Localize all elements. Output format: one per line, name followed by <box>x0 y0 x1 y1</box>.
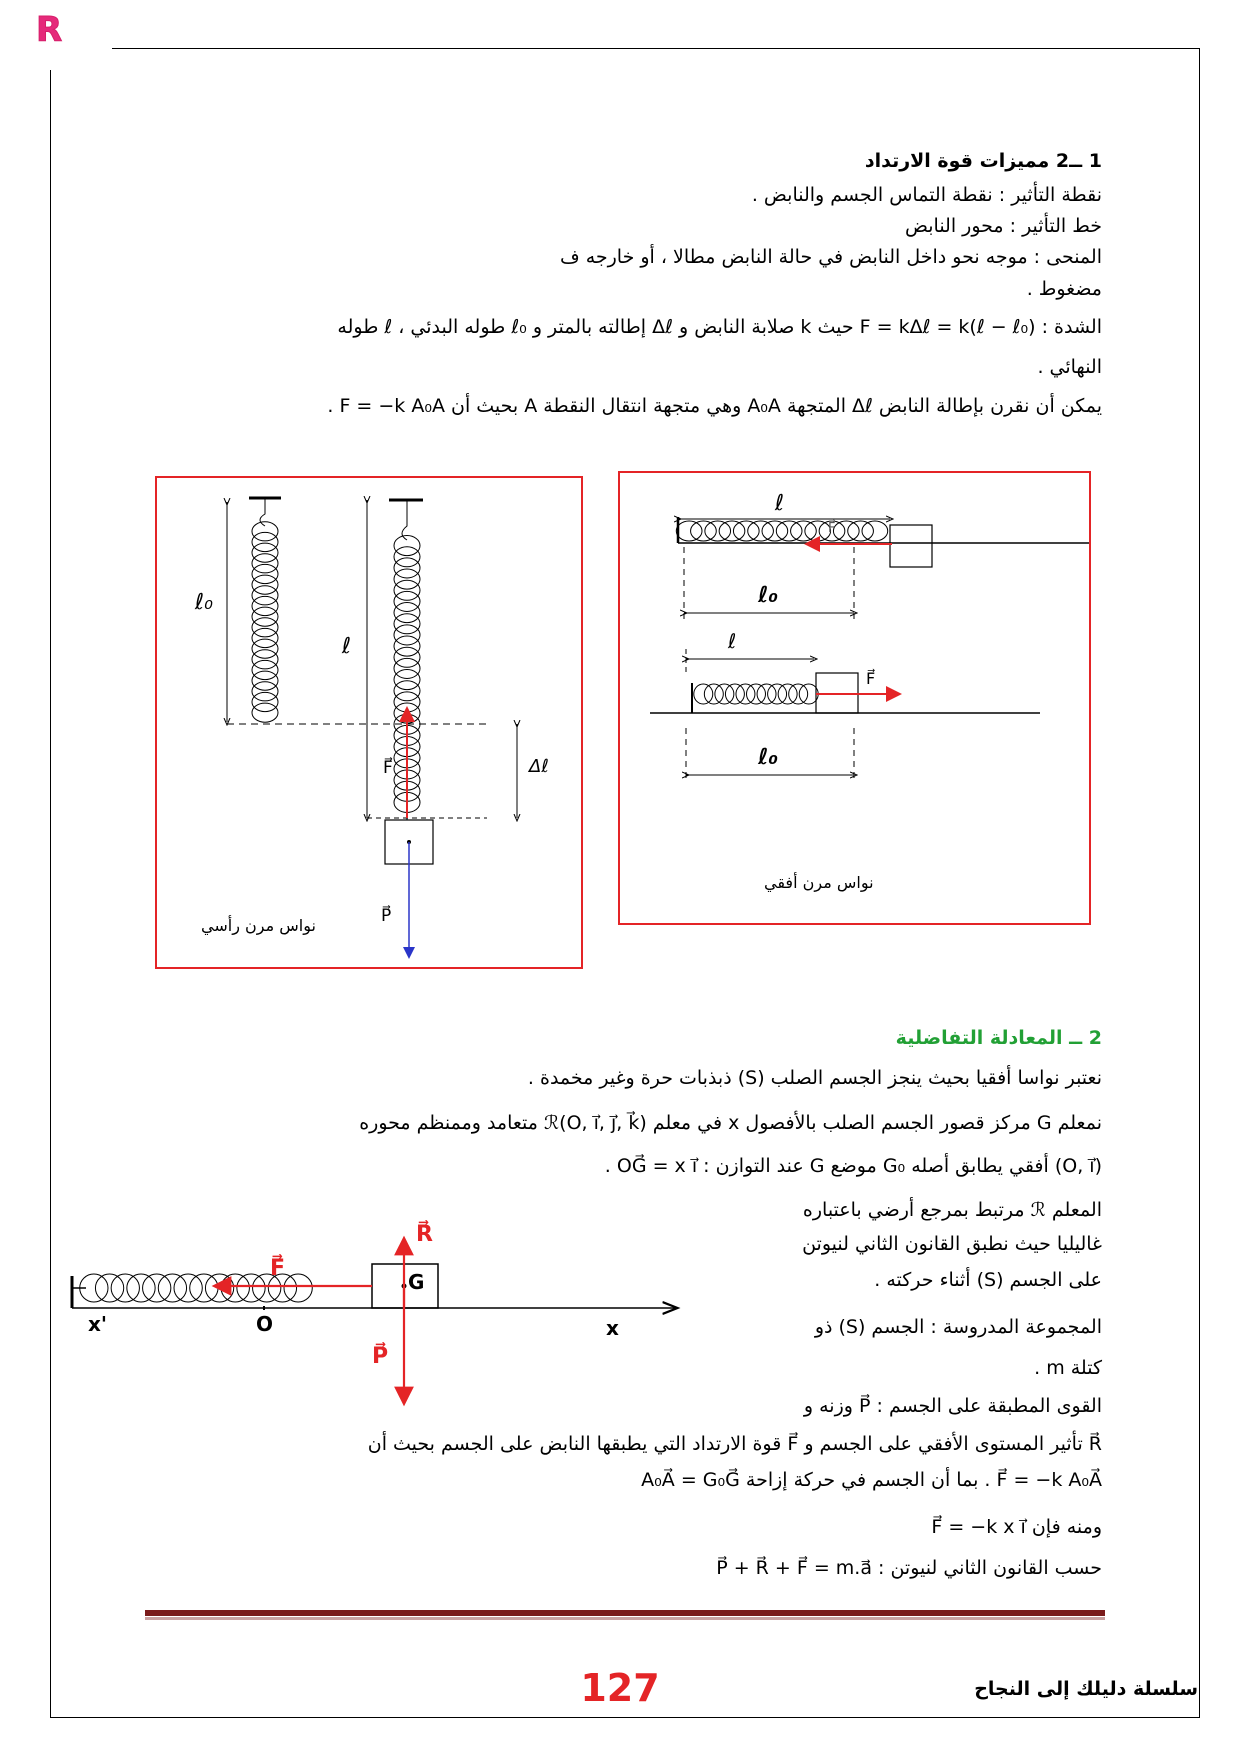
spring-coil <box>394 547 420 567</box>
spring-coil <box>747 684 766 704</box>
horizontal-pendulum-drawing <box>620 473 1089 923</box>
spring-coil <box>394 647 420 667</box>
section2-line: نعتبر نواسا أفقيا بحيث ينجز الجسم الصلب (S) ذبذبات حرة وغير مخمدة . <box>527 1067 1102 1089</box>
spring-coil <box>394 569 420 589</box>
forces-figure <box>66 1222 686 1416</box>
spring-coil <box>778 684 797 704</box>
spring-coil <box>848 521 874 541</box>
spring-coil <box>394 614 420 634</box>
spring-coil <box>715 684 734 704</box>
spring-coil <box>252 660 278 679</box>
frame-left-rule <box>50 70 51 1717</box>
spring-coil <box>252 564 278 583</box>
footer-rule-dark <box>145 1610 1105 1616</box>
label-force-f-top: F⃗ <box>828 521 836 536</box>
section2-line: R⃗ تأثير المستوى الأفقي على الجسم و F⃗ قوة الارتداد التي يطبقها النابض على الجسم بحيث أن <box>367 1433 1102 1455</box>
section2-line: على الجسم (S) أثناء حركته . <box>874 1269 1102 1291</box>
free-spring-coils <box>252 522 278 723</box>
spring-coil <box>190 1274 218 1302</box>
label-l-bottom: ℓ <box>728 629 737 653</box>
spring-coil <box>768 684 787 704</box>
spring-coil <box>394 603 420 623</box>
forces-drawing <box>66 1226 686 1416</box>
section2-line: المجموعة المدروسة : الجسم (S) ذو <box>814 1316 1102 1338</box>
spring-coil <box>252 554 278 573</box>
top-spring-coils <box>676 521 887 541</box>
spring-coil <box>704 684 723 704</box>
label-weight-p: P⃗ <box>381 906 392 926</box>
spring-coil <box>791 521 817 541</box>
spring-coil <box>748 521 774 541</box>
spring-coil <box>284 1274 312 1302</box>
spring-coil <box>174 1274 202 1302</box>
vertical-caption: نواس مرن رأسي <box>201 916 316 935</box>
spring-coil <box>394 591 420 611</box>
spring-coil <box>252 692 278 711</box>
frame-right-rule <box>1199 48 1200 1717</box>
section1-line: يمكن أن نقرن بإطالة النابض Δℓ المتجهة A₀A وهي متجهة انتقال النقطة A بحيث أن F = −k A₀A . <box>327 395 1102 417</box>
spring-coil <box>252 575 278 594</box>
frame-bottom-rule <box>50 1717 1200 1718</box>
spring-coil <box>394 580 420 600</box>
spring-coil <box>237 1274 265 1302</box>
label-g: G <box>408 1270 425 1294</box>
label-x: x <box>606 1316 619 1340</box>
spring-coil <box>221 1274 249 1302</box>
section1-heading: 1 ــ2 مميزات قوة الارتداد <box>864 150 1102 172</box>
spring-coil <box>252 596 278 615</box>
spring-coil <box>394 536 420 556</box>
spring-coil <box>862 521 888 541</box>
spring-coil <box>736 684 755 704</box>
spring-coil <box>252 586 278 605</box>
spring-coil <box>762 521 788 541</box>
spring-coil <box>719 521 745 541</box>
spring-coil <box>789 684 808 704</box>
label-l0-top: ℓ₀ <box>758 583 779 608</box>
section2-line: كتلة m . <box>1034 1357 1102 1379</box>
spring-coil <box>757 684 776 704</box>
label-l0-bottom: ℓ₀ <box>758 745 779 770</box>
spring-coil <box>394 681 420 701</box>
section2-line: (O, i⃗) أفقي يطابق أصله G₀ موضع G عند التوازن : OG⃗ = x i⃗ . <box>604 1155 1102 1177</box>
spring-coil <box>394 658 420 678</box>
label-l: ℓ <box>342 634 352 659</box>
spring-coil <box>252 650 278 669</box>
spring-coil <box>252 543 278 562</box>
spring-coil <box>705 521 731 541</box>
spring-coil <box>252 703 278 722</box>
label-l0: ℓ₀ <box>195 590 213 615</box>
section1-line: مضغوط . <box>1026 278 1102 300</box>
spring-coil <box>252 628 278 647</box>
spring-coil <box>776 521 802 541</box>
section2-line: نمعلم G مركز قصور الجسم الصلب بالأفصول x في معلم ℛ(O, i⃗, j⃗, k⃗) متعامد وممنظم محوره <box>359 1112 1102 1134</box>
spring-coil <box>252 607 278 626</box>
spring-coil <box>694 684 713 704</box>
label-p: P⃗ <box>372 1344 389 1369</box>
label-r: R⃗ <box>416 1222 433 1247</box>
page-number: 127 <box>580 1666 660 1710</box>
label-force-f-bottom: F⃗ <box>866 669 876 688</box>
section1-line: النهائي . <box>1037 356 1102 378</box>
label-delta-l: Δℓ <box>529 756 549 777</box>
spring-coil <box>733 521 759 541</box>
series-title: سلسلة دليلك إلى النجاح <box>974 1678 1198 1700</box>
section2-heading: 2 ــ المعادلة التفاضلية <box>895 1027 1102 1049</box>
spring-coil <box>805 521 831 541</box>
section2-line: ومنه فإن F⃗ = −k x i⃗ <box>931 1516 1102 1538</box>
section2-line: القوى المطبقة على الجسم : P⃗ وزنه و <box>803 1395 1102 1417</box>
spring-coil <box>676 521 702 541</box>
section1-line: نقطة التأثير : نقطة التماس الجسم والنابض . <box>751 184 1102 206</box>
section1-line: المنحى : موجه نحو داخل النابض في حالة النابض مطالا ، أو خارجه ف <box>559 246 1102 268</box>
section2-line: حسب القانون الثاني لنيوتن : P⃗ + R⃗ + F⃗ = m.a⃗ <box>716 1557 1102 1579</box>
section2-line: غاليليا حيث نطبق القانون الثاني لنيوتن <box>802 1233 1102 1255</box>
spring-coil <box>95 1274 123 1302</box>
spring-coil <box>111 1274 139 1302</box>
spring-coil <box>252 522 278 541</box>
label-f: F⃗ <box>270 1256 286 1281</box>
spring-coil <box>691 521 717 541</box>
spring-coil <box>394 636 420 656</box>
spring-coil <box>205 1274 233 1302</box>
spring-coil <box>127 1274 155 1302</box>
horizontal-caption: نواس مرن أفقي <box>764 873 874 892</box>
horizontal-pendulum-figure <box>618 471 1091 925</box>
spring-coil <box>158 1274 186 1302</box>
section1-line: خط التأثير : محور النابض <box>904 215 1102 237</box>
spring-coil <box>252 682 278 701</box>
label-x-prime: x' <box>88 1312 108 1336</box>
spring-coil <box>394 670 420 690</box>
spring-coil <box>252 671 278 690</box>
spring-coil <box>799 684 818 704</box>
section2-line: F⃗ = −k A₀A⃗ . بما أن الجسم في حركة إزاحة A₀A⃗ = G₀G⃗ <box>641 1469 1102 1491</box>
label-origin-o: O <box>256 1312 274 1336</box>
section1-line: الشدة : F = kΔℓ = k(ℓ − ℓ₀) حيث k صلابة النابض و Δℓ إطالته بالمتر و ℓ₀ طوله البدئي ، ℓ طوله <box>337 316 1102 338</box>
spring-coil <box>394 625 420 645</box>
bottom-spring-coils <box>694 684 818 704</box>
vertical-pendulum-drawing <box>157 478 581 967</box>
section2-line: المعلم ℛ مرتبط بمرجع أرضي باعتباره <box>802 1199 1102 1221</box>
spring-coil <box>394 558 420 578</box>
spring-coil <box>252 639 278 658</box>
footer-rule-light <box>145 1617 1105 1620</box>
spring-coil <box>833 521 859 541</box>
spring-coil <box>394 692 420 712</box>
vertical-pendulum-figure <box>155 476 583 969</box>
spring-coil <box>252 618 278 637</box>
frame-top-rule <box>112 48 1199 49</box>
spring-coil <box>143 1274 171 1302</box>
label-force-f: F⃗ <box>383 758 393 778</box>
spring-coil <box>252 532 278 551</box>
corner-logo: R <box>36 10 63 50</box>
label-l-top: ℓ <box>775 491 785 516</box>
spring-coil <box>725 684 744 704</box>
